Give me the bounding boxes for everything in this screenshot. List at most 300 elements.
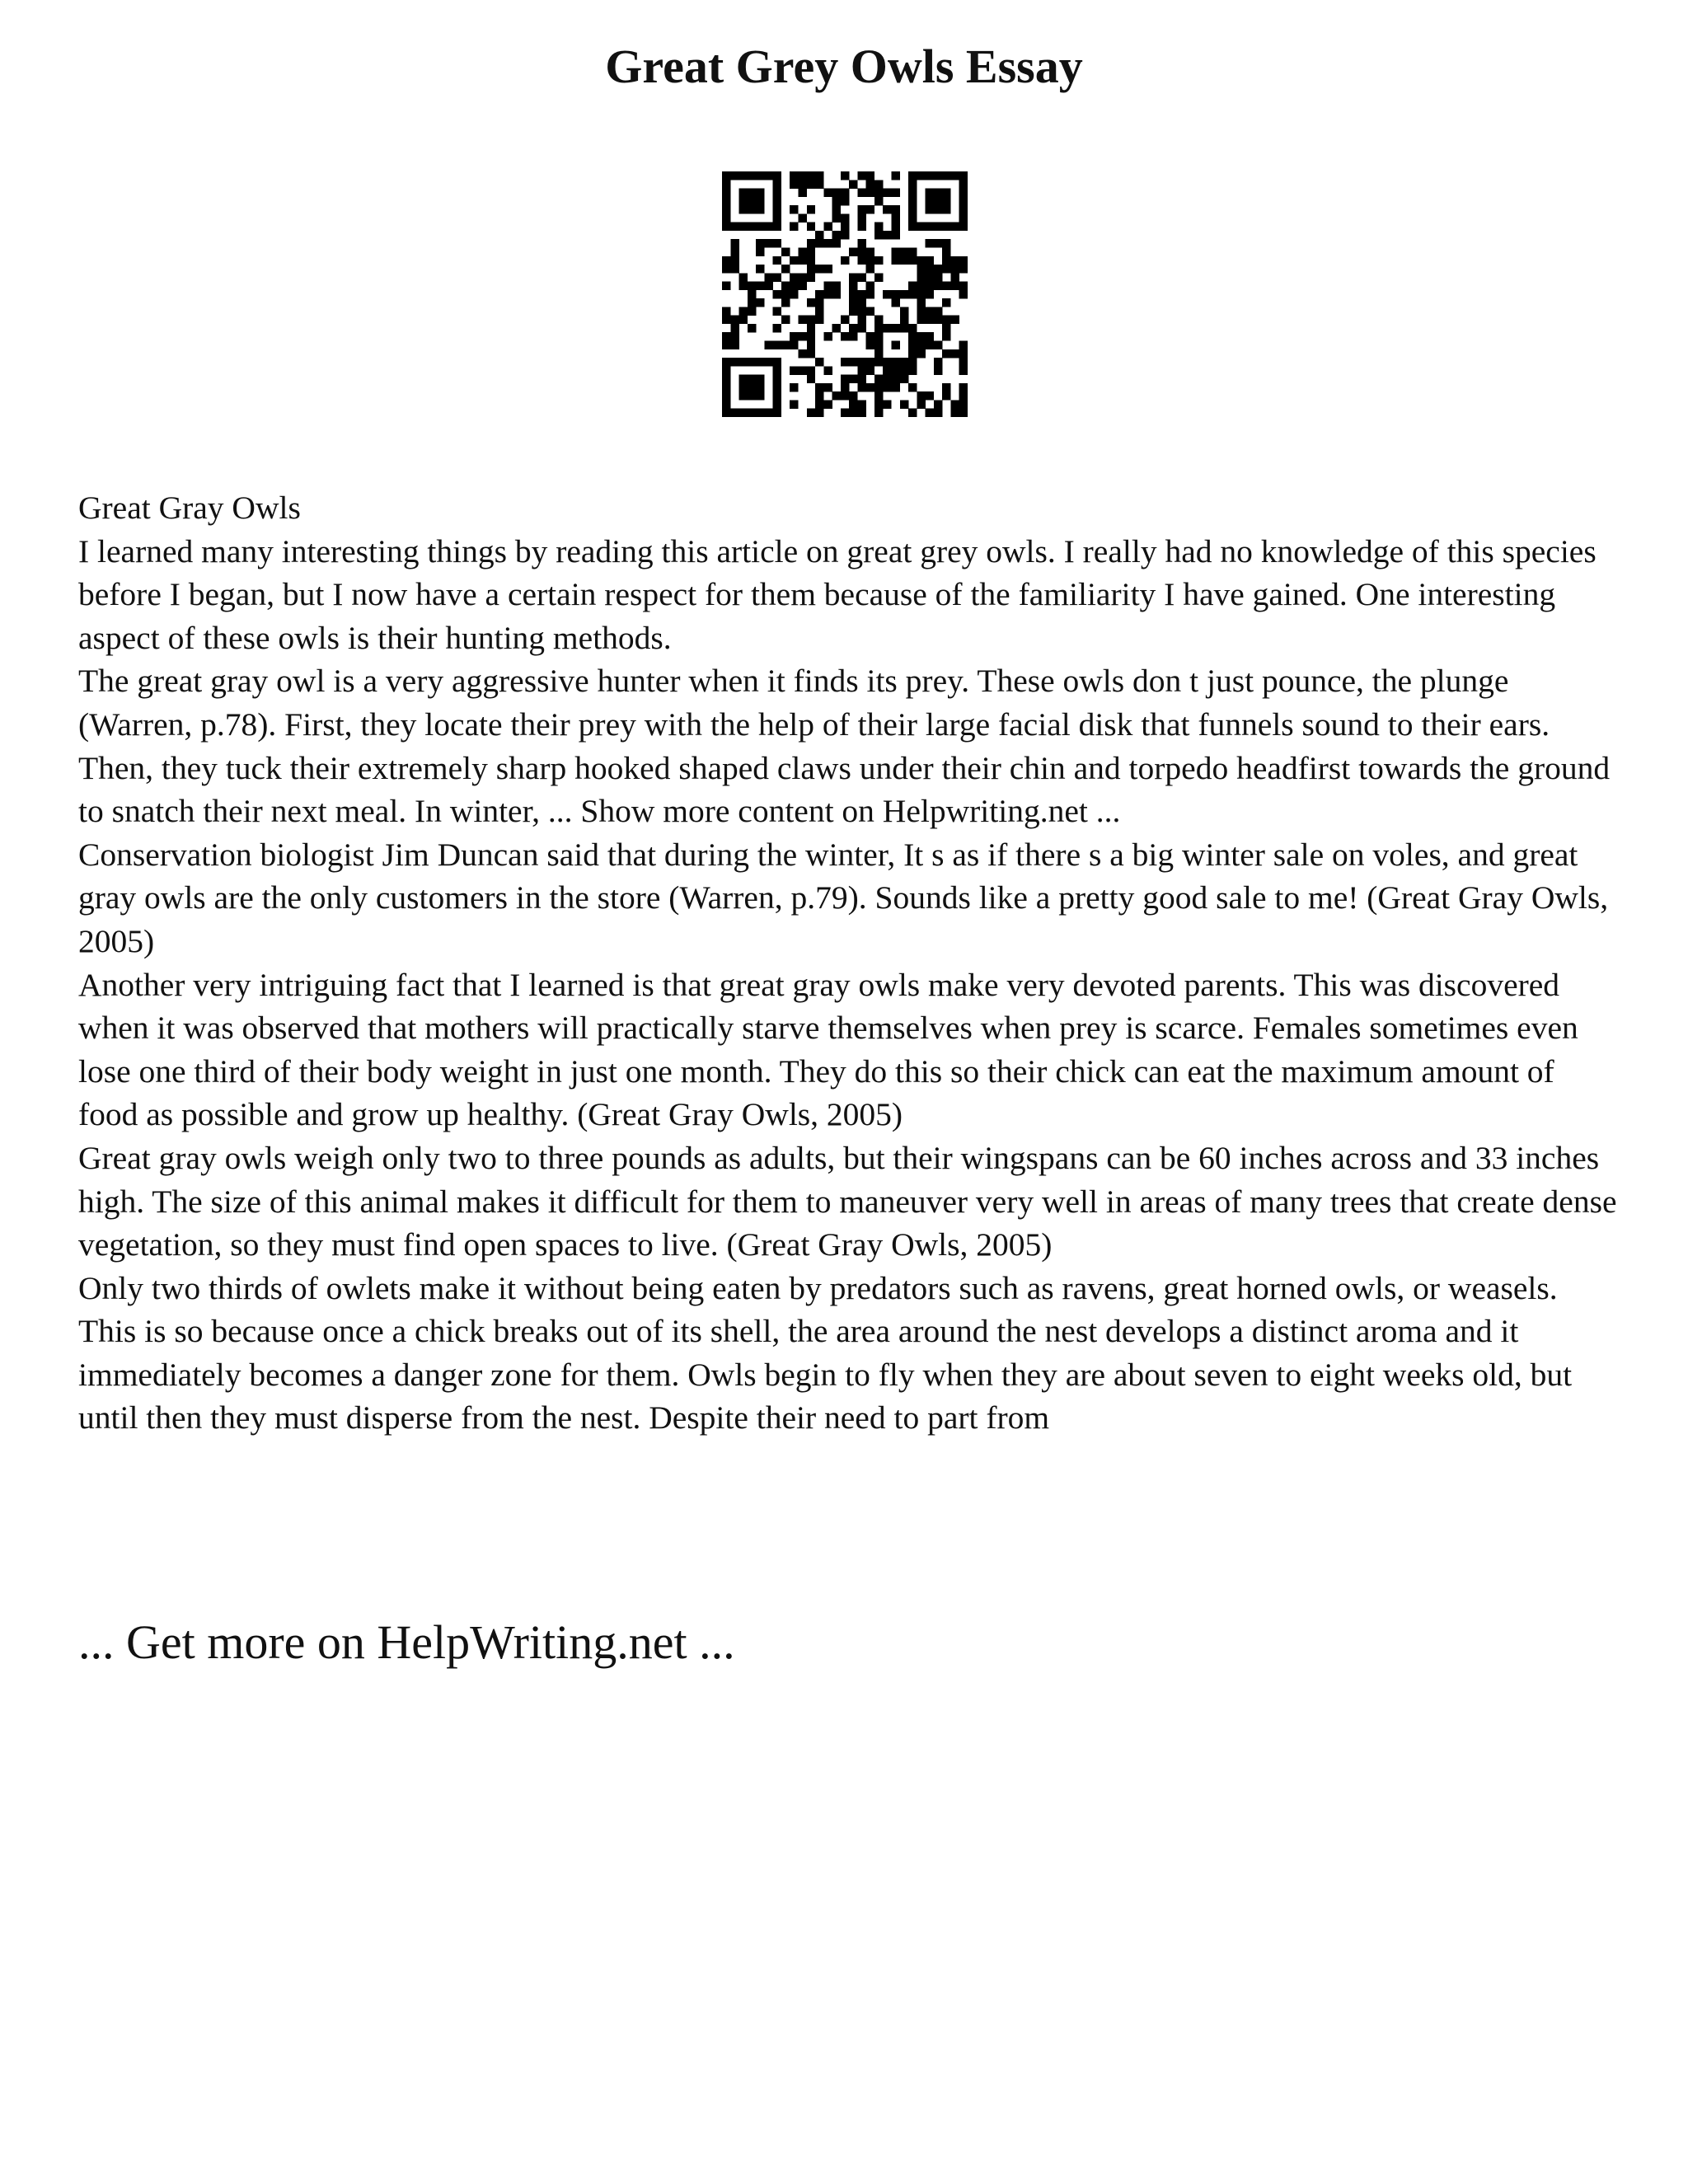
qr-module xyxy=(950,349,959,358)
qr-module xyxy=(739,197,748,205)
qr-module xyxy=(874,273,883,281)
qr-module xyxy=(908,383,917,391)
qr-module xyxy=(815,358,823,366)
qr-module xyxy=(959,341,968,349)
qr-module xyxy=(917,265,925,273)
qr-module xyxy=(722,282,730,290)
qr-module xyxy=(781,341,790,349)
qr-module xyxy=(849,298,857,307)
qr-module xyxy=(900,324,908,332)
qr-module xyxy=(790,383,798,391)
qr-module xyxy=(823,189,832,197)
qr-module xyxy=(798,282,806,290)
qr-module xyxy=(739,171,748,180)
qr-module xyxy=(959,366,968,374)
qr-module xyxy=(807,316,815,324)
qr-module xyxy=(942,298,950,307)
qr-module xyxy=(798,180,806,188)
qr-module xyxy=(950,316,959,324)
qr-module xyxy=(942,383,950,391)
qr-module xyxy=(908,282,917,290)
qr-module xyxy=(908,223,917,231)
qr-module xyxy=(857,400,865,408)
qr-module xyxy=(773,171,781,180)
qr-module xyxy=(866,307,874,315)
qr-module xyxy=(773,375,781,383)
qr-module xyxy=(841,332,849,340)
qr-module xyxy=(730,409,738,417)
qr-module xyxy=(841,383,849,391)
qr-module xyxy=(841,375,849,383)
qr-module xyxy=(874,400,883,408)
qr-module xyxy=(900,307,908,315)
qr-module xyxy=(730,239,738,247)
qr-module xyxy=(849,375,857,383)
qr-module xyxy=(917,171,925,180)
qr-module xyxy=(790,171,798,180)
qr-module xyxy=(849,324,857,332)
qr-module xyxy=(950,223,959,231)
qr-module xyxy=(866,341,874,349)
qr-module xyxy=(908,409,917,417)
qr-module xyxy=(764,171,772,180)
qr-module xyxy=(942,197,950,205)
qr-module xyxy=(926,239,934,247)
qr-module xyxy=(857,239,865,247)
qr-module xyxy=(857,316,865,324)
qr-module xyxy=(866,332,874,340)
essay-paragraph: Another very intriguing fact that I learned is that great gray owls make very devoted parents. This was discovered when it was observed that mothers will practically starve themselves when prey is scarce. Females sometimes even lose one third of their body weight in just one month. They do this so their chick can eat the maximum amount of food as possible and grow up healthy. (Great Gray Owls, 2005) xyxy=(78,966,1578,1133)
qr-module xyxy=(849,273,857,281)
qr-module xyxy=(790,400,798,408)
qr-module xyxy=(849,290,857,298)
qr-module xyxy=(764,341,772,349)
qr-module xyxy=(942,247,950,255)
qr-module xyxy=(807,239,815,247)
qr-module xyxy=(815,400,823,408)
qr-module xyxy=(807,375,815,383)
qr-module xyxy=(934,239,942,247)
get-more-link[interactable]: ... Get more on HelpWriting.net ... xyxy=(78,1615,735,1669)
qr-module xyxy=(883,366,891,374)
qr-module xyxy=(874,231,883,239)
qr-module xyxy=(959,256,968,265)
qr-module xyxy=(900,316,908,324)
qr-module xyxy=(764,358,772,366)
qr-module xyxy=(959,391,968,400)
essay-paragraph: Only two thirds of owlets make it without being eaten by predators such as ravens, great horned owls, or weasels. This is so because once a chick breaks out of its shell, the area around the nest develops a distinct aroma and it immediately becomes a danger zone for them. Owls begin to fly when they are about seven to eight weeks old, but until then they must disperse from the nest. Despite their need to part from xyxy=(78,1269,1573,1436)
qr-module xyxy=(866,366,874,374)
qr-module xyxy=(722,375,730,383)
qr-module xyxy=(883,383,891,391)
page-title: Great Grey Owls Essay xyxy=(605,40,1083,93)
qr-module xyxy=(892,247,900,255)
qr-module xyxy=(857,189,865,197)
qr-module xyxy=(908,189,917,197)
qr-module xyxy=(908,180,917,188)
qr-module xyxy=(892,298,900,307)
qr-module xyxy=(892,358,900,366)
qr-module xyxy=(959,358,968,366)
qr-module xyxy=(773,213,781,222)
qr-module xyxy=(900,358,908,366)
qr-module xyxy=(857,247,865,255)
qr-module xyxy=(841,391,849,400)
qr-module xyxy=(874,256,883,265)
qr-module xyxy=(815,231,823,239)
qr-module xyxy=(866,383,874,391)
qr-module xyxy=(722,213,730,222)
qr-module xyxy=(857,307,865,315)
qr-module xyxy=(790,282,798,290)
qr-module xyxy=(917,307,925,315)
qr-module xyxy=(908,213,917,222)
qr-module xyxy=(756,298,764,307)
qr-module xyxy=(857,409,865,417)
qr-module xyxy=(926,205,934,213)
qr-module xyxy=(798,273,806,281)
qr-module xyxy=(790,256,798,265)
qr-module xyxy=(874,349,883,358)
qr-module xyxy=(874,341,883,349)
qr-module xyxy=(959,197,968,205)
qr-module xyxy=(781,247,790,255)
qr-module xyxy=(926,265,934,273)
qr-module xyxy=(748,391,756,400)
qr-module xyxy=(857,171,865,180)
qr-module xyxy=(739,307,748,315)
qr-module xyxy=(926,316,934,324)
qr-module xyxy=(942,239,950,247)
qr-module xyxy=(866,180,874,188)
qr-module xyxy=(900,366,908,374)
qr-module xyxy=(892,223,900,231)
qr-module xyxy=(866,205,874,213)
qr-module xyxy=(823,400,832,408)
qr-module xyxy=(917,400,925,408)
essay-paragraph: I learned many interesting things by reading this article on great grey owls. I really had no knowledge of this species before I began, but I now have a certain respect for them because of the familiarity I have gained. One interesting aspect of these owls is their hunting methods. xyxy=(78,532,1597,656)
qr-module xyxy=(807,223,815,231)
qr-module xyxy=(908,205,917,213)
qr-module xyxy=(832,282,841,290)
qr-module xyxy=(722,189,730,197)
qr-module xyxy=(926,290,934,298)
qr-module xyxy=(815,265,823,273)
qr-module xyxy=(730,171,738,180)
qr-module xyxy=(722,256,730,265)
qr-module xyxy=(883,290,891,298)
qr-module xyxy=(815,391,823,400)
qr-module xyxy=(908,341,917,349)
qr-module xyxy=(841,358,849,366)
qr-module xyxy=(857,223,865,231)
qr-module xyxy=(748,189,756,197)
qr-module xyxy=(807,324,815,332)
essay-paragraph: Great gray owls weigh only two to three pounds as adults, but their wingspans can be 60 inches across and 33 inches high. The size of this animal makes it difficult for them to maneuver very well in areas of many trees that create dense vegetation, so they must find open spaces to live. (Great Gray Owls, 2005) xyxy=(78,1139,1617,1263)
qr-module xyxy=(934,189,942,197)
qr-module xyxy=(917,223,925,231)
qr-module xyxy=(883,358,891,366)
qr-module xyxy=(756,375,764,383)
qr-module xyxy=(722,223,730,231)
qr-module xyxy=(773,273,781,281)
qr-module xyxy=(950,409,959,417)
qr-module xyxy=(857,213,865,222)
qr-module xyxy=(739,223,748,231)
qr-module xyxy=(841,223,849,231)
qr-module xyxy=(815,180,823,188)
qr-module xyxy=(739,316,748,324)
qr-module xyxy=(764,239,772,247)
qr-module xyxy=(756,409,764,417)
qr-module xyxy=(756,358,764,366)
qr-module xyxy=(841,256,849,265)
qr-module xyxy=(841,213,849,222)
qr-module xyxy=(756,223,764,231)
qr-module xyxy=(934,171,942,180)
qr-module xyxy=(942,349,950,358)
qr-module xyxy=(832,231,841,239)
qr-module xyxy=(959,400,968,408)
qr-module xyxy=(942,189,950,197)
qr-module xyxy=(917,341,925,349)
qr-module xyxy=(815,316,823,324)
qr-module xyxy=(722,366,730,374)
qr-module xyxy=(798,332,806,340)
essay-paragraph: The great gray owl is a very aggressive hunter when it finds its prey. These owls don t just pounce, the plunge (Warren, p.78). First, they locate their prey with the help of their large facial disk that funnels sound to their ears. Then, they tuck their extremely sharp hooked shaped claws under their chin and torpedo headfirst towards the ground to snatch their next meal. In winter, ... Show more content on Helpwriting.net ... xyxy=(78,663,1611,830)
qr-module xyxy=(874,197,883,205)
qr-module xyxy=(892,290,900,298)
qr-module xyxy=(748,375,756,383)
qr-module xyxy=(730,256,738,265)
qr-module xyxy=(866,358,874,366)
qr-module xyxy=(773,180,781,188)
qr-module xyxy=(832,239,841,247)
qr-module xyxy=(934,307,942,315)
qr-module xyxy=(934,205,942,213)
qr-module xyxy=(874,223,883,231)
qr-module xyxy=(926,171,934,180)
qr-module xyxy=(798,171,806,180)
qr-module xyxy=(841,197,849,205)
qr-module xyxy=(874,324,883,332)
qr-module xyxy=(900,256,908,265)
qr-module xyxy=(722,383,730,391)
qr-module xyxy=(874,383,883,391)
qr-module xyxy=(807,409,815,417)
essay-paragraph: Conservation biologist Jim Duncan said that during the winter, It s as if there s a big winter sale on voles, and great gray owls are the only customers in the store (Warren, p.79). Sounds like a pretty good sale to me! (Great Gray Owls, 2005) xyxy=(78,836,1609,959)
qr-module xyxy=(866,290,874,298)
qr-module xyxy=(764,409,772,417)
qr-module xyxy=(917,256,925,265)
qr-module xyxy=(934,316,942,324)
qr-module xyxy=(815,409,823,417)
qr-module xyxy=(942,282,950,290)
qr-module xyxy=(807,366,815,374)
qr-module xyxy=(934,400,942,408)
qr-module xyxy=(917,282,925,290)
qr-module xyxy=(756,282,764,290)
qr-module xyxy=(748,197,756,205)
qr-module xyxy=(942,205,950,213)
qr-module xyxy=(730,324,738,332)
qr-module xyxy=(857,375,865,383)
qr-module xyxy=(874,189,883,197)
qr-module xyxy=(739,383,748,391)
qr-module xyxy=(942,332,950,340)
qr-module xyxy=(764,273,772,281)
qr-module xyxy=(926,256,934,265)
qr-module xyxy=(773,366,781,374)
qr-module xyxy=(739,409,748,417)
qr-module xyxy=(883,189,891,197)
qr-module xyxy=(773,205,781,213)
qr-module xyxy=(722,409,730,417)
qr-module xyxy=(815,239,823,247)
qr-module xyxy=(773,307,781,315)
qr-module xyxy=(832,391,841,400)
qr-module xyxy=(773,391,781,400)
qr-module xyxy=(798,256,806,265)
qr-module xyxy=(773,409,781,417)
qr-module xyxy=(790,290,798,298)
qr-module xyxy=(807,273,815,281)
qr-module xyxy=(874,409,883,417)
qr-module xyxy=(807,332,815,340)
qr-module xyxy=(866,189,874,197)
qr-module xyxy=(798,213,806,222)
qr-module xyxy=(756,247,764,255)
qr-module xyxy=(866,265,874,273)
qr-module xyxy=(900,290,908,298)
qr-module xyxy=(959,409,968,417)
essay-body xyxy=(78,486,1620,1440)
qr-module xyxy=(748,358,756,366)
qr-module xyxy=(798,349,806,358)
qr-module xyxy=(773,256,781,265)
qr-module xyxy=(781,282,790,290)
qr-module xyxy=(849,400,857,408)
qr-module xyxy=(874,316,883,324)
qr-module xyxy=(849,282,857,290)
qr-module xyxy=(926,197,934,205)
qr-module xyxy=(823,223,832,231)
qr-module xyxy=(857,205,865,213)
qr-module xyxy=(917,273,925,281)
qr-module xyxy=(926,189,934,197)
qr-module xyxy=(730,223,738,231)
qr-module xyxy=(874,375,883,383)
qr-module xyxy=(722,171,730,180)
qr-module xyxy=(722,332,730,340)
qr-module xyxy=(849,307,857,315)
qr-module xyxy=(942,223,950,231)
qr-module xyxy=(857,383,865,391)
qr-module xyxy=(926,409,934,417)
qr-code-icon[interactable] xyxy=(722,171,968,417)
qr-module xyxy=(917,349,925,358)
qr-module xyxy=(773,189,781,197)
qr-module xyxy=(857,290,865,298)
qr-module xyxy=(892,213,900,222)
qr-module xyxy=(934,265,942,273)
qr-module xyxy=(790,180,798,188)
qr-module xyxy=(892,205,900,213)
qr-module xyxy=(832,205,841,213)
qr-module xyxy=(908,171,917,180)
qr-module xyxy=(807,341,815,349)
qr-module xyxy=(781,298,790,307)
qr-module xyxy=(926,332,934,340)
qr-module xyxy=(866,247,874,255)
qr-module xyxy=(892,324,900,332)
qr-module xyxy=(908,256,917,265)
qr-module xyxy=(730,265,738,273)
qr-module xyxy=(926,341,934,349)
qr-module xyxy=(798,366,806,374)
qr-module xyxy=(807,265,815,273)
qr-module xyxy=(790,273,798,281)
qr-module xyxy=(874,391,883,400)
qr-module xyxy=(866,282,874,290)
qr-module xyxy=(892,366,900,374)
qr-module xyxy=(739,391,748,400)
qr-module xyxy=(942,316,950,324)
qr-module xyxy=(815,298,823,307)
qr-module xyxy=(934,409,942,417)
qr-module xyxy=(773,358,781,366)
qr-module xyxy=(823,290,832,298)
qr-module xyxy=(815,171,823,180)
qr-module xyxy=(722,400,730,408)
qr-module xyxy=(748,290,756,298)
qr-module xyxy=(942,265,950,273)
qr-module xyxy=(832,324,841,332)
qr-module xyxy=(773,383,781,391)
qr-module xyxy=(739,282,748,290)
qr-module xyxy=(748,307,756,315)
qr-module xyxy=(730,332,738,340)
qr-module xyxy=(959,189,968,197)
qr-module xyxy=(722,341,730,349)
qr-module xyxy=(926,307,934,315)
qr-module xyxy=(959,383,968,391)
qr-module xyxy=(849,247,857,255)
qr-module xyxy=(841,231,849,239)
qr-module xyxy=(748,282,756,290)
qr-module xyxy=(790,332,798,340)
qr-module xyxy=(739,205,748,213)
qr-module xyxy=(857,298,865,307)
qr-module xyxy=(832,213,841,222)
qr-module xyxy=(857,273,865,281)
qr-module xyxy=(950,256,959,265)
qr-module xyxy=(917,332,925,340)
qr-module xyxy=(959,265,968,273)
qr-module xyxy=(892,171,900,180)
qr-module xyxy=(748,223,756,231)
qr-module xyxy=(807,205,815,213)
qr-module xyxy=(748,171,756,180)
qr-module xyxy=(874,358,883,366)
qr-module xyxy=(739,273,748,281)
qr-module xyxy=(900,375,908,383)
qr-module xyxy=(934,282,942,290)
qr-module xyxy=(748,383,756,391)
qr-module xyxy=(841,409,849,417)
qr-module xyxy=(950,273,959,281)
qr-module xyxy=(908,290,917,298)
